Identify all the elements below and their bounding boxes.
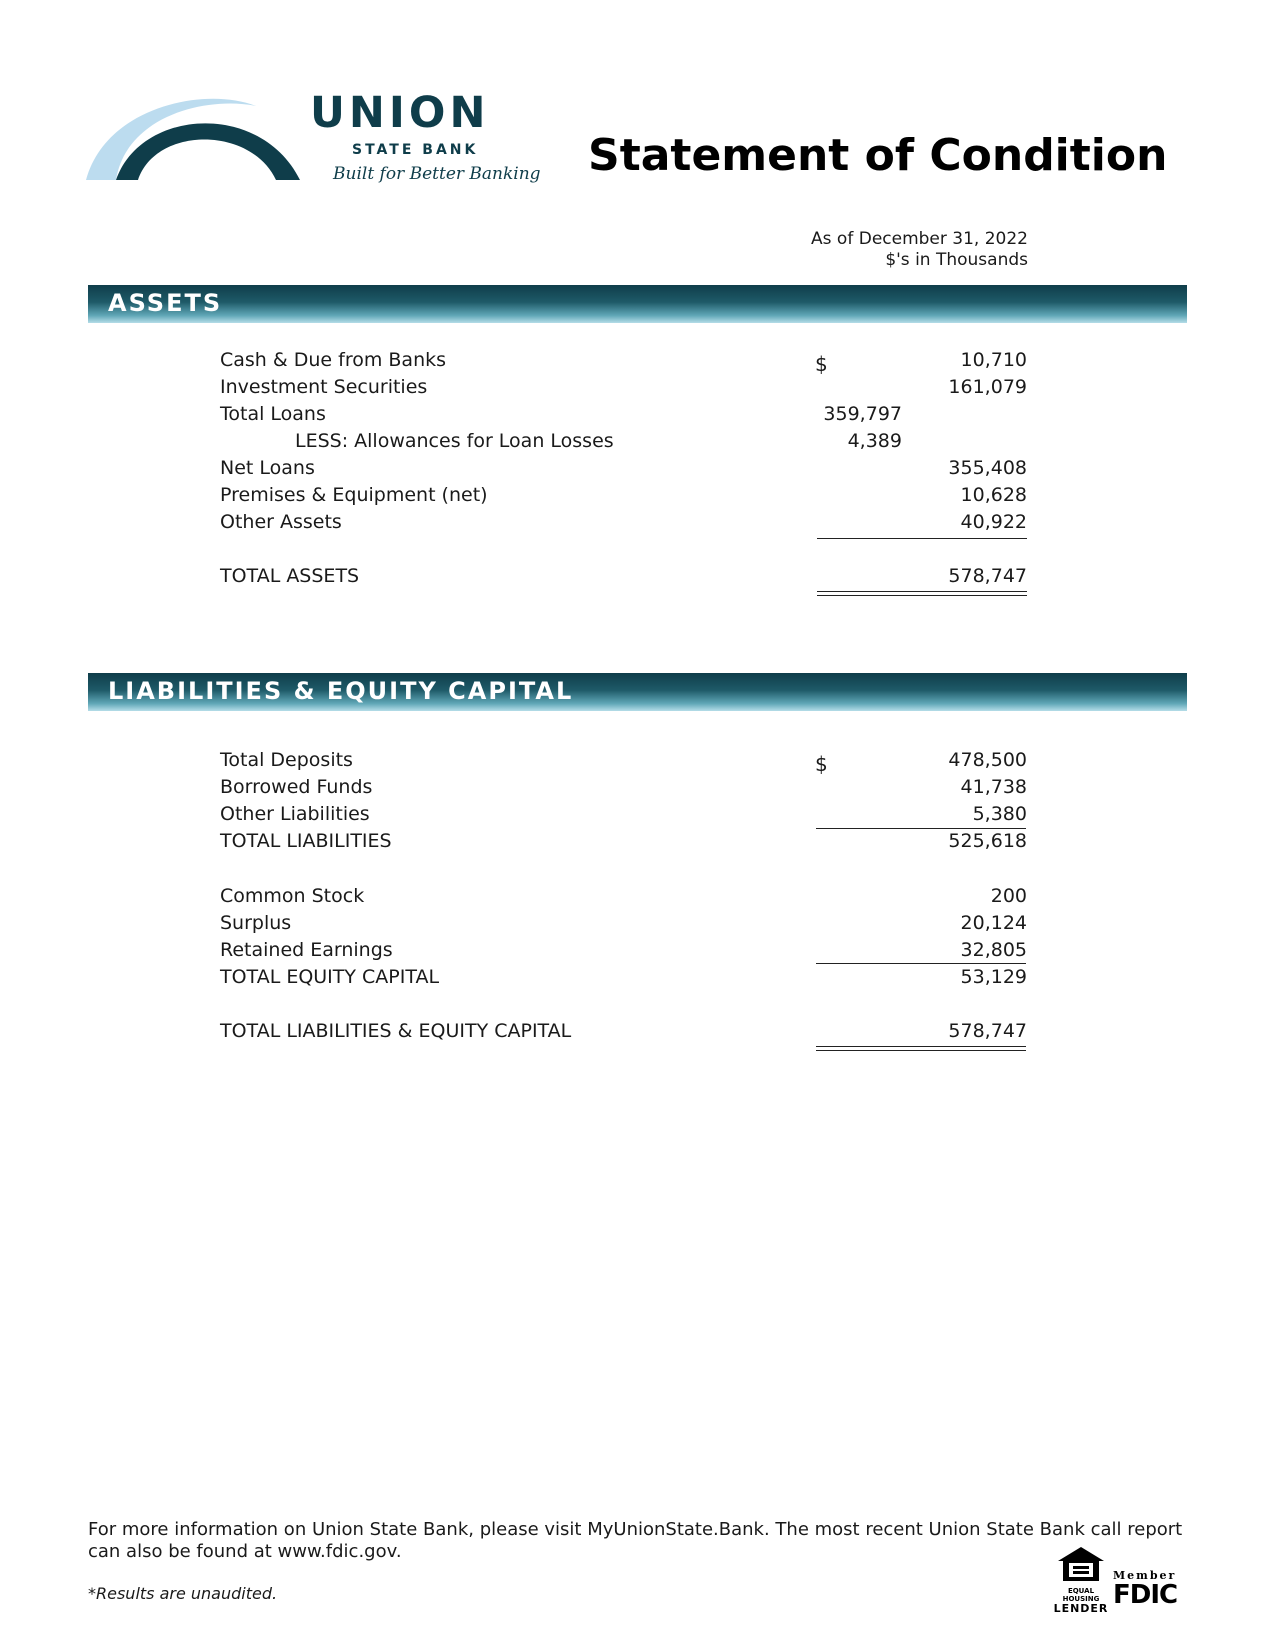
footer-info: For more information on Union State Bank, please visit MyUnionState.Bank. The most recent Union State Bank call report can also be found at www.fdic.gov. [88,1519,1183,1562]
row-value: 20,124 [960,912,1027,934]
table-row [220,910,1027,936]
dollar-sign: $ [815,352,828,376]
liabilities-heading: LIABILITIES & EQUITY CAPITAL [108,677,574,705]
table-row [220,964,1027,990]
table-row [220,937,1027,963]
logo-tagline: Built for Better Banking [333,164,541,184]
table-row [220,774,1027,800]
row-value: 5,380 [972,803,1027,825]
row-label: TOTAL EQUITY CAPITAL [220,966,440,988]
row-label: Cash & Due from Banks [220,349,447,371]
row-value: 41,738 [960,776,1027,798]
total-double-rule [816,1046,1026,1051]
table-row [220,747,1027,776]
row-value: 355,408 [948,457,1027,479]
statement-date-block [811,229,1028,271]
row-value: 578,747 [948,565,1027,587]
row-label: LESS: Allowances for Loan Losses [295,430,614,452]
table-row [220,401,1027,427]
row-label: TOTAL LIABILITIES & EQUITY CAPITAL [220,1020,572,1042]
row-label: Borrowed Funds [220,776,373,798]
row-label: Investment Securities [220,376,428,398]
dollar-sign: $ [815,752,828,776]
fdic-member-logo [1113,1570,1177,1608]
eho-lender: LENDER [1053,1602,1109,1615]
table-row [220,428,1027,454]
assets-section-bar [88,285,1187,323]
row-label: Common Stock [220,885,365,907]
table-row [220,509,1027,535]
row-value: 478,500 [948,749,1027,771]
units-note: $'s in Thousands [885,250,1028,270]
row-value: 525,618 [948,830,1027,852]
liabilities-section-bar [88,673,1187,711]
row-label: Total Loans [220,403,326,425]
fdic-wordmark: FDIC [1113,1580,1178,1610]
row-label: Surplus [220,912,292,934]
row-subvalue: 4,389 [847,430,902,452]
row-value: 10,628 [960,484,1027,506]
house-icon [1056,1545,1106,1583]
total-liabilities-equity-row [220,1018,1027,1044]
row-value: 32,805 [960,939,1027,961]
equal-housing-lender-logo [1052,1545,1110,1615]
row-value: 161,079 [948,376,1027,398]
table-row [220,347,1027,376]
logo-wordmark: UNION [310,88,490,138]
row-label: Retained Earnings [220,939,393,961]
row-label: Other Liabilities [220,803,370,825]
table-row [220,455,1027,481]
row-value: 40,922 [960,511,1027,533]
as-of-date: As of December 31, 2022 [811,229,1028,249]
table-row [220,374,1027,400]
unaudited-note: *Results are unaudited. [88,1584,278,1603]
row-value: 53,129 [960,966,1027,988]
total-double-rule [817,591,1027,596]
row-label: TOTAL LIABILITIES [220,830,392,852]
table-row [220,801,1027,827]
row-label: TOTAL ASSETS [220,565,360,587]
row-label: Net Loans [220,457,315,479]
row-value: 578,747 [948,1020,1027,1042]
total-assets-row [220,563,1027,589]
table-row [220,828,1027,854]
row-label: Total Deposits [220,749,353,771]
row-value: 200 [990,885,1027,907]
row-value: 10,710 [960,349,1027,371]
union-state-bank-logo-arc [86,96,306,182]
assets-heading: ASSETS [108,289,223,317]
fdic-member-label: Member [1113,1569,1177,1582]
row-label: Other Assets [220,511,342,533]
eho-caption: EQUAL HOUSING [1062,1587,1100,1603]
table-row [220,883,1027,909]
logo-subname: STATE BANK [352,142,479,158]
row-subvalue: 359,797 [823,403,902,425]
page-title: Statement of Condition [588,130,1168,181]
table-row [220,482,1027,508]
subtotal-rule [817,538,1027,539]
row-label: Premises & Equipment (net) [220,484,488,506]
